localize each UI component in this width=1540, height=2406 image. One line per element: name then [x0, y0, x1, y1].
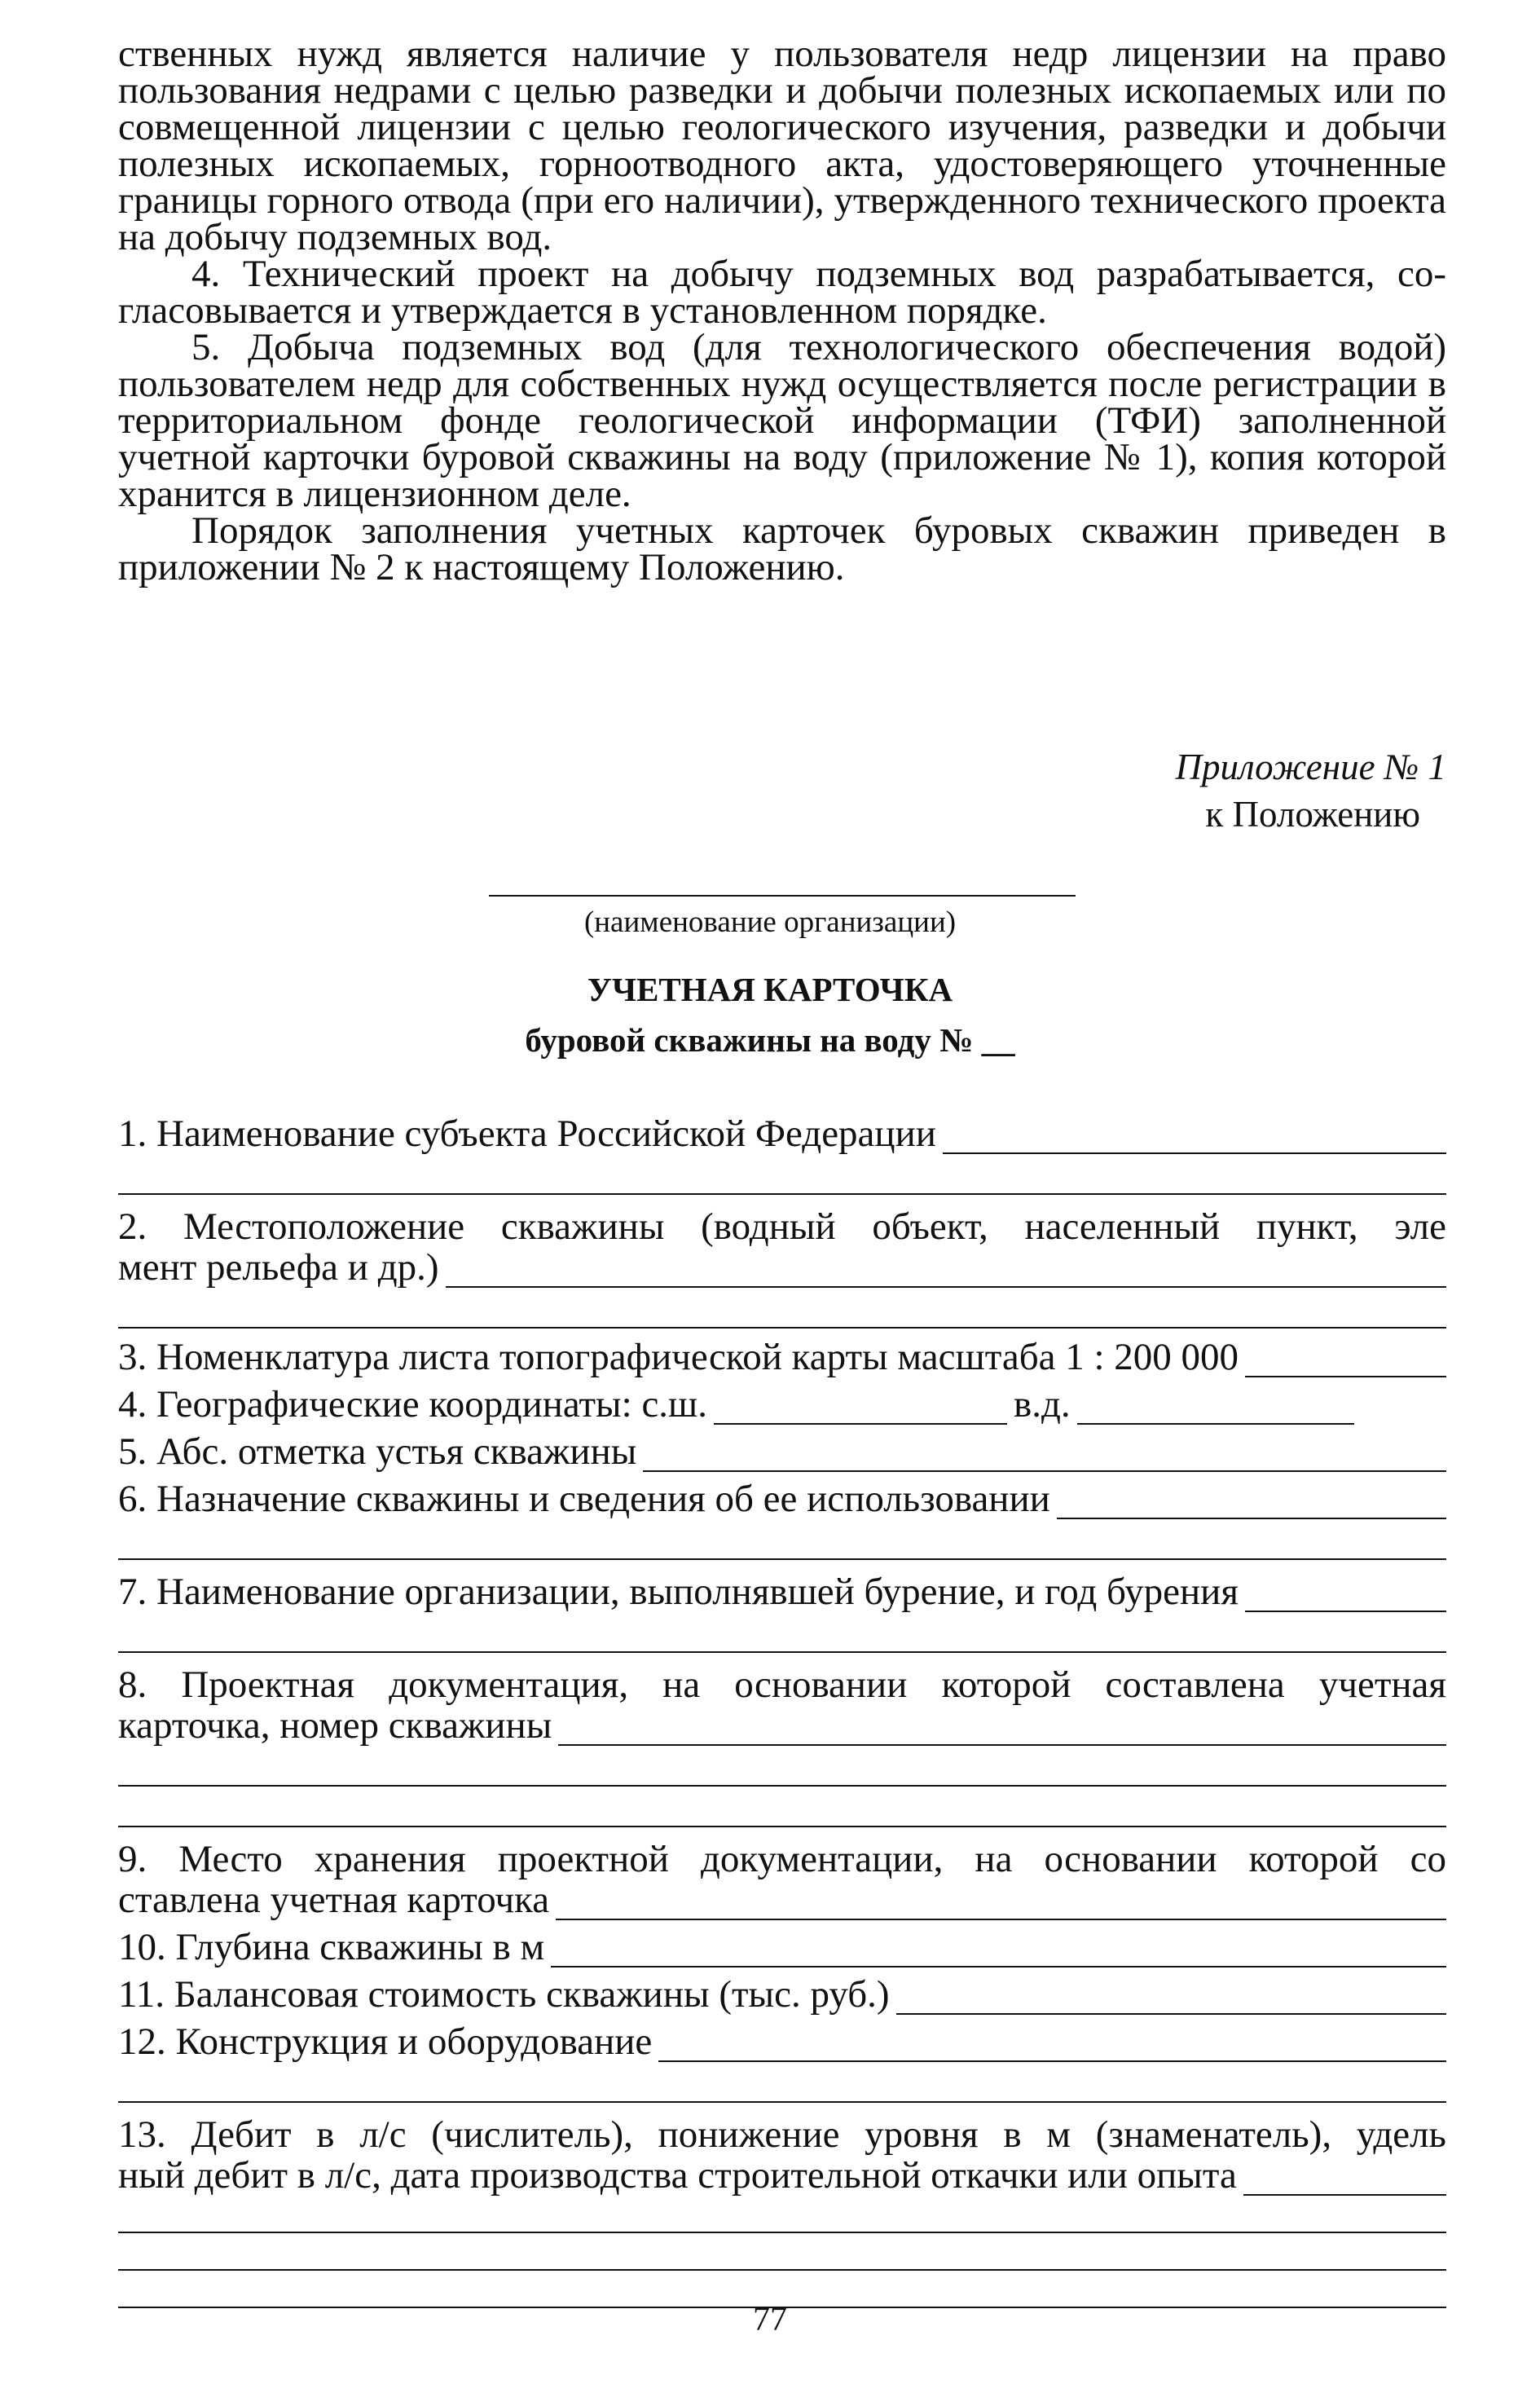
blank-line — [118, 1154, 1446, 1195]
field-11-label: 11. Балансовая стоимость скважины (тыс. руб.) — [118, 1973, 890, 2016]
blank-line — [118, 1519, 1446, 1560]
field-8-line — [558, 1713, 1446, 1746]
page-number: 77 — [753, 2301, 787, 2338]
field-7-line — [1245, 1580, 1446, 1612]
body-text — [118, 33, 1446, 588]
blank-line — [118, 2233, 1446, 2271]
form-field-7 — [118, 1571, 1446, 1612]
appendix-title: Приложение № 1 — [1175, 747, 1446, 787]
organization-caption: (наименование организации) — [583, 906, 957, 939]
form-field-11 — [118, 1974, 1446, 2015]
field-13-label-a: 13. Дебит в л/с (числитель), понижение уровня в м (знаменатель), удель — [118, 2113, 1446, 2156]
field-5-label: 5. Абс. отметка устья скважины — [118, 1430, 637, 1473]
field-6-line — [1057, 1487, 1446, 1519]
blank-line — [118, 1746, 1446, 1787]
blank-line — [118, 1787, 1446, 1827]
longitude-line — [1077, 1392, 1354, 1425]
form-field-3 — [118, 1337, 1446, 1377]
field-13-label-b: ный дебит в л/с, дата производства строительной откачки или опыта — [118, 2154, 1237, 2197]
field-3-label: 3. Номенклатура листа топографической карты масштаба 1 : 200 000 — [118, 1336, 1239, 1378]
blank-line — [118, 1288, 1446, 1329]
form-field-4 — [118, 1384, 1446, 1425]
form-field-5 — [118, 1431, 1446, 1472]
paragraph-procedure: Порядок заполнения учетных карточек буровых скважин приведен в приложении № 2 к настоящему Положению. — [118, 509, 1446, 588]
appendix-header — [1175, 743, 1446, 838]
appendix-subtitle: к Положению — [1205, 794, 1420, 835]
form-field-10 — [118, 1927, 1446, 1968]
paragraph-5: 5. Добыча подземных вод (для технологического обеспечения водой) пользователем недр для собственных нужд осуществляется после регистрации в территориальном фонде геологической информации (ТФИ) заполненной учетной карточки буровой скважины на воду (приложение № 1), копия которой хранится в лицензионном деле. — [118, 326, 1446, 515]
field-9-label-a: 9. Место хранения проектной документации, на основании которой со — [118, 1838, 1446, 1880]
paragraph-4: 4. Технический проект на добычу подземных вод разрабатывается, согласовывается и утверждается в установленном порядке. — [118, 253, 1446, 332]
field-10-line — [551, 1935, 1446, 1968]
form-field-12 — [118, 2021, 1446, 2062]
organization-name-line — [489, 895, 1076, 897]
field-1-label: 1. Наименование субъекта Российской Федерации — [118, 1113, 936, 1155]
field-2-label-a: 2. Местоположение скважины (водный объект, населенный пункт, эле — [118, 1205, 1446, 1248]
field-6-label: 6. Назначение скважины и сведения об ее использовании — [118, 1478, 1050, 1520]
field-12-line — [658, 2029, 1446, 2062]
blank-line — [118, 1612, 1446, 1653]
field-3-line — [1245, 1345, 1446, 1377]
field-12-label: 12. Конструкция и оборудование — [118, 2020, 653, 2063]
blank-line — [118, 2196, 1446, 2233]
field-13-line — [1243, 2163, 1446, 2196]
field-5-line — [643, 1439, 1446, 1472]
field-9-line — [556, 1888, 1446, 1920]
blank-line — [118, 2062, 1446, 2103]
field-10-label: 10. Глубина скважины в м — [118, 1926, 545, 1968]
field-4-label-lat: 4. Географические координаты: с.ш. — [118, 1383, 707, 1426]
form-field-6 — [118, 1478, 1446, 1519]
form-field-8 — [118, 1705, 1446, 1746]
field-2-line — [446, 1255, 1446, 1288]
field-7-label: 7. Наименование организации, выполнявшей бурение, и год бурения — [118, 1571, 1239, 1613]
field-4-label-lon: в.д. — [1014, 1383, 1071, 1426]
registration-form — [118, 1113, 1446, 2308]
field-8-label-a: 8. Проектная документация, на основании которой составлена учетная — [118, 1663, 1446, 1706]
field-2-label-b: мент рельефа и др.) — [118, 1246, 439, 1289]
latitude-line — [714, 1392, 1007, 1425]
field-9-label-b: ставлена учетная карточка — [118, 1879, 550, 1921]
field-8-label-b: карточка, номер скважины — [118, 1704, 552, 1747]
form-field-9 — [118, 1879, 1446, 1920]
card-subtitle: буровой скважины на воду № __ — [525, 1021, 1015, 1059]
card-title: УЧЕТНАЯ КАРТОЧКА — [587, 971, 953, 1008]
field-1-line — [943, 1121, 1446, 1154]
form-field-13 — [118, 2155, 1446, 2196]
form-field-1 — [118, 1113, 1446, 1154]
form-field-2 — [118, 1247, 1446, 1288]
paragraph-continuation: ственных нужд является наличие у пользователя недр лицензии на право пользования недрами с целью разведки и добычи полезных ископаемых или по совмещенной лицензии с целью геологического изучения, разведки и добычи полезных ископаемых, горноотводного акта, удостоверяющего уточненные границы горного отвода (при его наличии), утвержденного технического проекта на добычу подземных вод. — [118, 33, 1446, 258]
field-11-line — [896, 1982, 1446, 2015]
